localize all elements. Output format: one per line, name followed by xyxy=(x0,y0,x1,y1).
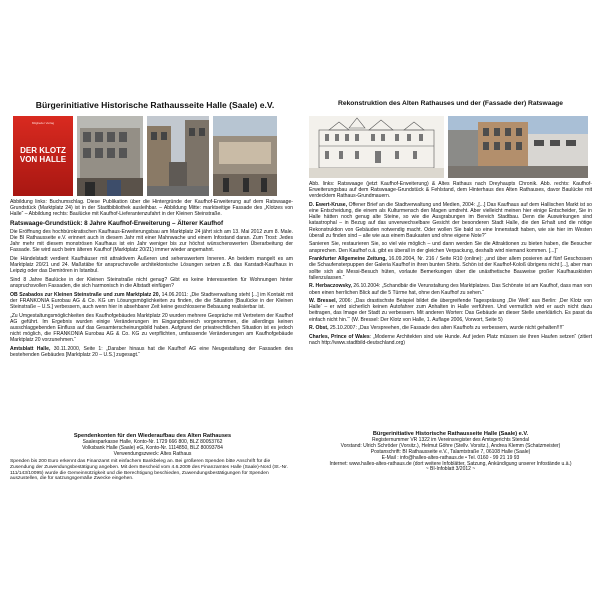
street-illustration xyxy=(147,116,209,196)
left-photo-row xyxy=(13,116,277,196)
quote-text-charles: : „Moderne Architekten sind wie Hunde. Auf jeden Platz müssen sie ihren Haufen setzen“ (zitiert nach http://www.stadtbild-deutschland.org) xyxy=(309,333,592,347)
current-building-illustration xyxy=(448,116,588,178)
quote-herbaczowsky xyxy=(309,283,592,295)
quote-source-ob: OB Szabados zur Kleinen Steinstraße und zum Marktplatz 20, xyxy=(10,291,161,298)
market-square-photo xyxy=(213,116,277,196)
left-paragraph-3: Sind 8 Jahre Baulücke in der Kleinen Steinstraße nicht genug? Gibt es keine Interessenten für Wohnungen hinter anspruchsvollen Fassaden, die sich harmonisch in die Altstadt einfügen? xyxy=(10,277,293,290)
right-photo-caption: Abb. links: Ratswaage (jetzt Kaufhof-Erweiterung) & Altes Rathaus nach Dreyhaupts Chronik. Abb. rechts: Kaufhof-Erweiterungsbau auf dem Ratswaage-Grundstück & Fehlstand, dem Hinterhaus des Alten Rathauses, davor Baulücke mit verdecktem Rathaus-Grundmauern. xyxy=(309,181,592,200)
left-paragraph-4 xyxy=(10,292,293,310)
quote-ewert-kruse xyxy=(309,202,592,239)
postal-address: Postanschrift: BI Rathausseite e.V., Talamtstraße 7, 06108 Halle (Saale) xyxy=(370,448,531,455)
left-paragraph-2: Die Händelstadt verdient Kaufhäuser mit attraktivem Äußeren und sehenswertem Inneren. An beidem mangelt es am Marktplatz 20/21 und 24. Maßstäbe für anspruchsvolle architektonische Lösungen setzen z.B. das Karstadt-Kaufhaus in Leipzig oder das Demirören in Istanbul. xyxy=(10,256,293,275)
historical-engraving xyxy=(309,116,444,178)
quote-ewert-kruse-cont: Sanieren Sie, restaurieren Sie, so viel wie möglich – und dann werden Sie die Attraktionen zu bieten haben, die Besucher ansprechen. Den Kaufhof o.ä. gibt es überall in der gleichen Verpackung, deshalb wird niemand kommen. [...]“ xyxy=(309,241,592,254)
current-building-photo xyxy=(448,116,588,178)
website-line: Internet: www.halles-altes-rathaus.de (dort weitere Infoblätter, Satzung, Ankündigung unserer Infostände u.ä.) xyxy=(329,460,572,467)
photo-caption: Abbildung links: Buchumschlag. Diese Publikation über die Hintergründe der Kaufhof-Erweiterung auf dem Ratswaage-Grundstück (Marktplatz 24) ist in der Stadtbibliothek ausleihbar. – Abbildung Mitte: marktseitige Fassade des „Klotzes von Halle“ – Abbildung rechts: Baulücke mit Kaufhof-Lieferantenzufahrt in der Kleinen Steinstraße. xyxy=(10,199,293,218)
quote-source-herbaczowsky: R. Herbaczowsky, xyxy=(309,283,352,290)
register-number: Registernummer VR 1322 im Vereinsregister des Amtsgerichts Stendal xyxy=(371,436,529,443)
quote-source-ewert: D. Ewert-Kruse, xyxy=(309,201,348,208)
contact-line: E-Mail : info@halles-altes-rathaus.de • Tel. 0160 - 99 21 19 93 xyxy=(381,454,520,461)
quote-faz xyxy=(309,256,592,281)
quote-source-charles: Charles, Prince of Wales xyxy=(309,333,370,340)
market-illustration xyxy=(213,116,277,196)
quote-prince-charles xyxy=(309,334,592,346)
facade-illustration xyxy=(77,116,143,196)
association-title: Bürgerinitiative Historische Rathausseite Halle (Saale) e.V. xyxy=(372,431,529,437)
quote-text-ewert: Offener Brief an die Stadtverwaltung und Medien, 2004: „[...] Das Kaufhaus auf dem Hallischen Markt ist so eine Entscheidung, die einem als Kulturmensch den Magen umdreht. Aber vielleicht meinen hier einige Entscheider, Sie in Halle hätten noch genug alte Steine, so wie die Ausgrabungen im Bereich Stadtbau. Denn die Auswirkungen sind katastrophal – in Bezug auf das unverwechselbare Gesicht der besonderen Stadt Halle, die den Erhalt und die nötige Rekonstruktion von Gebäuden notwendig macht. Oder wollen Sie bald so eine Innenstadt haben, wie sie hier im Westen überall zu finden sind – alle wie aus einem Baukasten und ohne eigene Note?“ xyxy=(309,201,592,239)
donation-title: Spendenkonten für den Wiederaufbau des Alten Rathauses xyxy=(73,433,232,439)
left-column xyxy=(10,199,293,361)
bank-account-2: Volksbank Halle (Saale) eG, Konto-Nr. 1114850, BLZ 80093784 xyxy=(82,444,223,451)
quote-source-bressel: W. Bressel, xyxy=(309,298,337,305)
book-cover-title: DER KLOTZ VON HALLE xyxy=(19,146,67,164)
donation-text: Spenden bis 200 Euro erkennt das Finanzamt mit einfachem Bankbeleg an. Bei größeren Spenden bitte Anschrift für die Zusendung der Zuwendungsbestätigung angeben. Mit dem Bescheid vom 4.6.2009 des Finanzamtes Halle (Saale)-Nord (St.-Nr. 111/143/10095) wurde die Gemeinnützigkeit und die Berechtigung beschieden, Zuwendungsbestätigungen für Spenden auszustellen, die für satzungsgemäße Zwecke eingehen. xyxy=(10,459,288,482)
quote-source-obst: R. Obst, xyxy=(309,325,329,332)
left-paragraph-6 xyxy=(10,346,293,358)
donation-footer xyxy=(30,434,275,458)
quote-bressel xyxy=(309,298,592,323)
quote-text-obst: 25.10.2007: „Das Verspreehen, die Fassade des alten Kaufhofs zu verbessern, wurde nicht gehalten!!!!“ xyxy=(328,325,565,332)
quote-text-herbaczowsky: 26.10.2004: „Schandbär die Verunstaltung des Marktplatzes. Das Schönste ist am Kaufhof, dass man von oben einen herrlichen Blick auf die 5 Türme hat, ohne den Kaufhof zu sehen.“ xyxy=(309,283,592,296)
book-publisher-label: Mitglieder Verlag xyxy=(31,121,55,125)
quote-source-amtsblatt: Amtsblatt Halle, xyxy=(10,346,51,353)
right-section-title: Rekonstruktion des Alten Rathauses und der (Fassade der) Ratswaage xyxy=(338,100,563,107)
right-column xyxy=(309,181,592,349)
left-paragraph-1: Die Eröffnung des hochbürokratischen Kaufhaus-Erweiterungsbau am Marktplatz 24 jährt sich am 13. Mai 2012 zum 8. Male. Die BI Rathausseite e.V. erinnert auch in diesem Jahr mit einer Mahnwache und einem Infostand daran. Zum Trost: Jedes Jahr mehr mit diesem monströsen Kaufhaus ist ein Jahr weniger bis zur höchst wünschenswerten Überarbeitung der Fassade. Sie wird auch beim älteren Kaufhof (Marktplatz 20/21) immer wieder angemahnt. xyxy=(10,228,293,254)
quote-text-amtsblatt: 30.11.2000, Seite 1: „Daraber hinaus hat die Kaufhof AG eine Neugestaltung der Fassaden des bestehenden Gebäudes [Marktplatz 20 – U.S.] zugesagt.“ xyxy=(10,346,293,359)
left-paragraph-5: „Zu Umgestaltungsmöglichkeiten des Kaufhofgebäudes Marktplatz 20 wurden mehrere Gespräche mit Vertretern der Kaufhof AG geführt. Im Ergebnis wurden einige Veränderungen im Eingangsbereich vorgenommen, die allerdings keinen ausschlaggebenden Einfluss auf das Gesamterscheinungsbild haben. Aufgrund der privatrechtlichen Situation ist es jedoch nicht möglich, die FRANKONIA Eurobau AG & Co. KG zu verpflichten, umfassende Veränderungen am Kaufhofgebäude Marktplatz 20 vorzunehmen.“ xyxy=(10,312,293,344)
book-cover-image xyxy=(13,116,73,196)
quote-source-faz: Frankfurter Allgemeine Zeitung, xyxy=(309,256,387,263)
quote-obst xyxy=(309,325,592,331)
bank-account-1: Saalesparkasse Halle, Konto-Nr. 1729 666 800, BLZ 80053762 xyxy=(82,438,223,445)
donation-purpose: Verwendungszweck: Altes Rathaus xyxy=(113,450,192,457)
infosheet-number: ~ BI-Infoblatt 3/2012 ~ xyxy=(425,466,476,473)
engraving-illustration xyxy=(309,116,444,178)
section-heading: Ratswaage-Grundstück: 8 Jahre Kaufhof-Erweiterung – Älterer Kaufhof xyxy=(10,219,224,227)
page-title: Bürgerinitiative Historische Rathausseite Halle (Saale) e.V. xyxy=(35,100,275,110)
board-members: Vorstand: Ulrich Schröder (Vorsitz.), Helmut Göhre (Stellv. Vorsitz.), Andrea Klemm (Schatzmeister) xyxy=(340,442,561,449)
quote-text-faz: 16.09.2004, Nr. 216 / Seite R10 (online): „und über allem posieren auf fünf Geschossen die Schaufensterpuppen der Galeria Kaufhof in ihren bunten Shirts. Schön ist der Kaufhof-Koloß übrigens nicht [...], aber man sollte sich als Messi-Besuch hüten, vorlaute Bemerkungen über die unästhetische Bauweise großer Kaufhauskisten fallenzulassen.“ xyxy=(309,256,593,281)
kaufhof-facade-photo xyxy=(77,116,143,196)
street-gap-photo xyxy=(147,116,209,196)
quote-text-ob: 14.06.2011: „Die Stadtverwaltung steht [...] im Kontakt mit der FRANKONIA Eurobau AG & Co. KG um Lösungsmöglichkeiten zu finden, die die Situation [Baulücke in der Kleinen Steinstraße – U.S.] verbessern, auch wenn hier in absehbarer Zeit keine geschlossene Bebauung realisierbar ist. xyxy=(10,291,293,311)
association-footer xyxy=(309,432,592,473)
right-photo-row xyxy=(309,116,588,178)
quote-text-bressel: 2006: „Das drastischste Beispiel bildet die übergreifende Tagespräsung ‚Die Welt‘ aus Berlin: ‚Der Klotz von Halle‘ – er wird sicherlich keinen Autofahrer zum Anhalten in Halle verführen. Und vermutlich wird er auch nicht dazu beitragen, das Image der Stadt zu verbessern. Mit anderen Worten: Das Gebäude an dieser Stelle unerklärlich. Es passt da einfach nicht hin.‘“ (W. Bressel: Der Klotz von Halle, 1. Auflage 2006, Vorwort, Seite 5) xyxy=(309,298,592,323)
